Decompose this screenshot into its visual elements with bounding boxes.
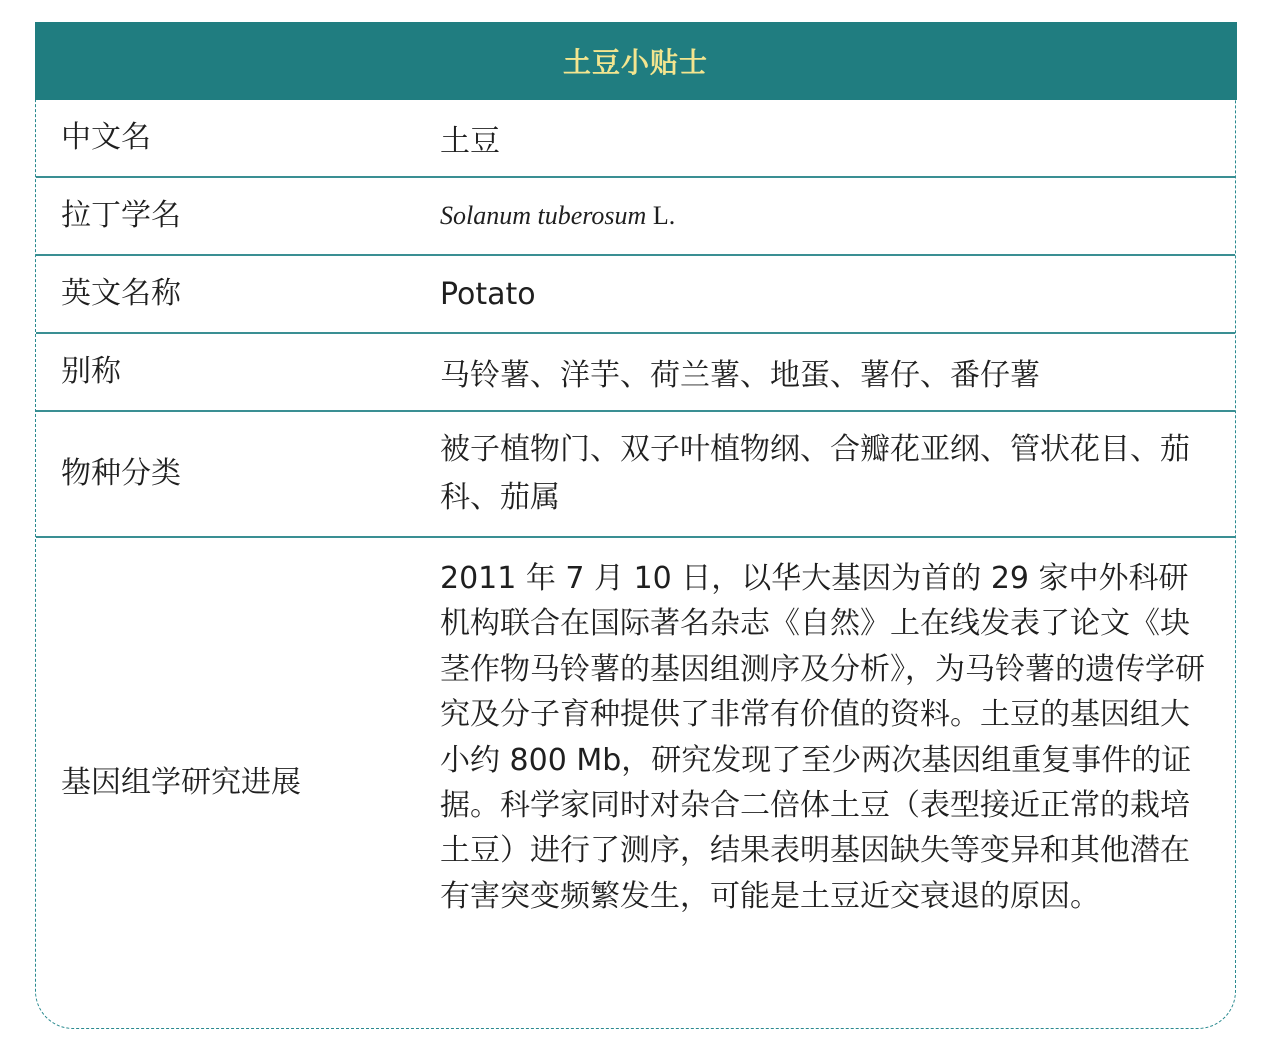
latin-genus-species: Solanum tuberosum [440, 201, 647, 230]
row-value: 土豆 [440, 124, 500, 159]
row-value: Potato [440, 276, 536, 312]
row-label: 拉丁学名 [61, 198, 181, 233]
potato-tips-card [35, 22, 1236, 1029]
row-value [440, 178, 1215, 254]
row-value: 马铃薯、洋芋、荷兰薯、地蛋、薯仔、番仔薯 [440, 358, 1040, 393]
table-row-chinese-name [36, 100, 1235, 176]
card-title: 土豆小贴士 [562, 46, 708, 79]
genomics-text: 2011 年 7 月 10 日，以华大基因为首的 29 家中外科研机构联合在国际著名杂志《自然》上在线发表了论文《块茎作物马铃薯的基因组测序及分析》，为马铃薯的遗传学研究及分子育种提供了非常有价值的资料。土豆的基因组大小约 800 Mb，研究发现了至少两次基因组重复事件的证据。科学家同时对杂合二倍体土豆（表型接近正常的栽培土豆）进行了测序，结果表明基因缺失等变异和其他潜在有害突变频繁发生，可能是土豆近交衰退的原因。 [440, 561, 1205, 914]
row-label: 中文名 [61, 120, 151, 155]
table-row-aliases [36, 332, 1235, 410]
row-label: 别称 [61, 354, 121, 389]
row-label: 英文名称 [61, 276, 181, 311]
table-row-genomics [36, 536, 1235, 1028]
row-value [440, 538, 1215, 1028]
taxonomy-text: 被子植物门、双子叶植物纲、合瓣花亚纲、管状花目、茄科、茄属 [440, 432, 1190, 515]
card-header [35, 22, 1237, 100]
latin-author: L. [646, 201, 676, 230]
row-label: 物种分类 [61, 456, 181, 491]
row-label: 基因组学研究进展 [61, 765, 301, 800]
row-value [440, 412, 1215, 536]
table-row-taxonomy [36, 410, 1235, 536]
table-row-latin-name [36, 176, 1235, 254]
table-row-english-name [36, 254, 1235, 332]
